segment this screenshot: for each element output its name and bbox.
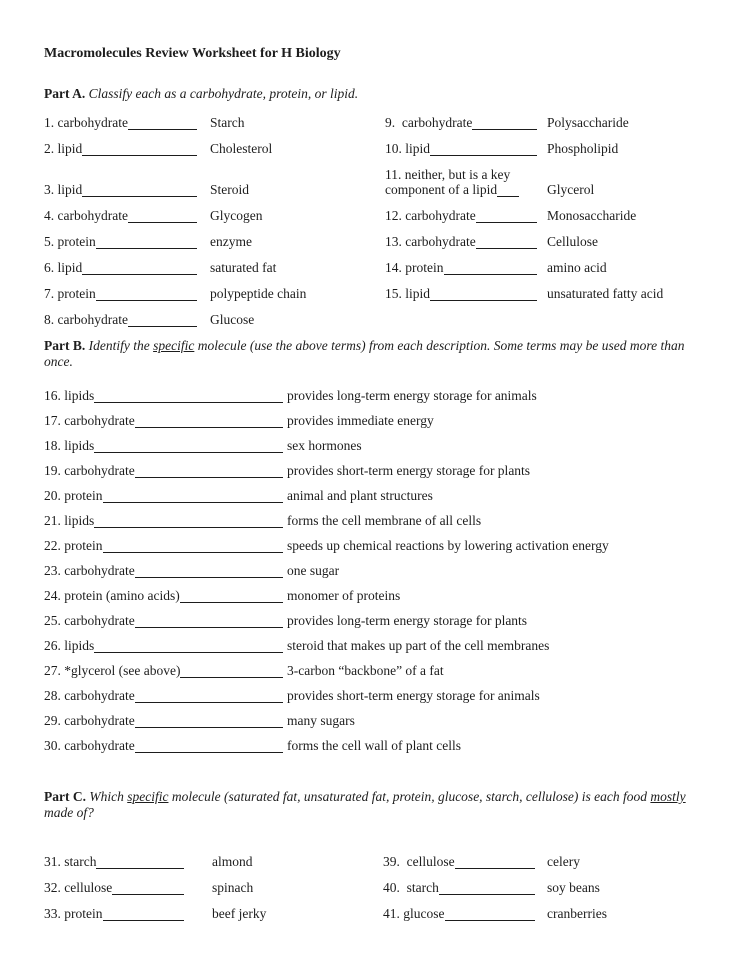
- item-label: 10. lipid: [385, 141, 431, 156]
- item-label: 24. protein (amino acids): [44, 588, 180, 603]
- answer-blank: [476, 209, 537, 223]
- worksheet-row: [44, 488, 709, 503]
- item-label: 6. lipid: [44, 260, 83, 275]
- worksheet-row: [44, 663, 709, 678]
- item-label: 12. carbohydrate: [385, 208, 476, 223]
- item-label: 20. protein: [44, 488, 103, 503]
- item-description: forms the cell membrane of all cells: [287, 513, 482, 528]
- worksheet-row: [44, 588, 709, 603]
- item-label: 22. protein: [44, 538, 103, 553]
- item-label: 17. carbohydrate: [44, 413, 135, 428]
- answer-blank: [135, 564, 283, 578]
- answer-blank: [94, 389, 283, 403]
- worksheet-row: [44, 312, 709, 327]
- item-label: 16. lipids: [44, 388, 95, 403]
- item-label: 30. carbohydrate: [44, 738, 135, 753]
- worksheet-row: [44, 260, 709, 275]
- answer-blank: [472, 116, 537, 130]
- item-label: 7. protein: [44, 286, 96, 301]
- worksheet-row: [44, 906, 709, 921]
- answer-blank: [445, 907, 536, 921]
- item-label: 28. carbohydrate: [44, 688, 135, 703]
- item-label: 40. starch: [383, 880, 439, 895]
- section-part-c: [44, 789, 709, 921]
- item-label: 14. protein: [385, 260, 444, 275]
- item-description: speeds up chemical reactions by lowering activation energy: [287, 538, 609, 553]
- part-c-instructions: Which specific molecule (saturated fat, unsaturated fat, protein, glucose, starch, cellulose) is each food mostly made of?: [44, 789, 686, 820]
- part-a-instructions: Classify each as a carbohydrate, protein, or lipid.: [88, 86, 359, 101]
- item-label: 5. protein: [44, 234, 96, 249]
- worksheet-row: [44, 538, 709, 553]
- answer-blank: [128, 116, 197, 130]
- answer-blank: [103, 539, 284, 553]
- item-description: provides short-term energy storage for plants: [287, 463, 531, 478]
- answer-blank: [444, 261, 538, 275]
- term-label: saturated fat: [210, 260, 277, 275]
- item-label: 32. cellulose: [44, 880, 113, 895]
- item-description: provides long-term energy storage for plants: [287, 613, 528, 628]
- worksheet-row: [44, 613, 709, 628]
- worksheet-row: [44, 463, 709, 478]
- answer-blank: [430, 142, 537, 156]
- term-label: Phospholipid: [547, 141, 619, 156]
- item-label: 3. lipid: [44, 182, 83, 197]
- item-label: 18. lipids: [44, 438, 95, 453]
- part-c-label: Part C.: [44, 789, 86, 804]
- answer-blank: [96, 235, 197, 249]
- item-label: 15. lipid: [385, 286, 431, 301]
- answer-blank: [128, 209, 197, 223]
- section-part-a: [44, 86, 709, 327]
- answer-blank: [135, 464, 283, 478]
- answer-blank: [94, 639, 283, 653]
- term-label: spinach: [212, 880, 254, 895]
- worksheet-row: [44, 513, 709, 528]
- term-label: almond: [212, 854, 253, 869]
- worksheet-row: [44, 208, 709, 223]
- item-description: provides long-term energy storage for animals: [287, 388, 537, 403]
- item-description: 3-carbon “backbone” of a fat: [287, 663, 444, 678]
- item-description: animal and plant structures: [287, 488, 433, 503]
- answer-blank: [135, 714, 283, 728]
- item-description: many sugars: [287, 713, 355, 728]
- item-label: 27. *glycerol (see above): [44, 663, 181, 678]
- item-label: 33. protein: [44, 906, 103, 921]
- answer-blank: [455, 855, 535, 869]
- item-label: 11. neither, but is a key: [385, 167, 511, 182]
- term-label: soy beans: [547, 880, 600, 895]
- term-label: unsaturated fatty acid: [547, 286, 664, 301]
- worksheet-row: [44, 638, 709, 653]
- answer-blank: [96, 855, 184, 869]
- item-label: 1. carbohydrate: [44, 115, 128, 130]
- term-label: celery: [547, 854, 580, 869]
- term-label: amino acid: [547, 260, 607, 275]
- answer-blank: [128, 313, 197, 327]
- item-label: 8. carbohydrate: [44, 312, 128, 327]
- worksheet-row: [44, 738, 709, 753]
- answer-blank: [135, 739, 283, 753]
- worksheet-row: [44, 115, 709, 130]
- term-label: beef jerky: [212, 906, 267, 921]
- answer-blank: [135, 614, 283, 628]
- item-label: 4. carbohydrate: [44, 208, 128, 223]
- item-label: 19. carbohydrate: [44, 463, 135, 478]
- answer-blank: [439, 881, 535, 895]
- answer-blank: [497, 183, 519, 197]
- item-description: provides short-term energy storage for animals: [287, 688, 540, 703]
- item-description: monomer of proteins: [287, 588, 401, 603]
- answer-blank: [180, 589, 283, 603]
- answer-blank: [430, 287, 537, 301]
- worksheet-row: [44, 563, 709, 578]
- item-label: 29. carbohydrate: [44, 713, 135, 728]
- item-label: 13. carbohydrate: [385, 234, 476, 249]
- item-label: 23. carbohydrate: [44, 563, 135, 578]
- item-description: forms the cell wall of plant cells: [287, 738, 461, 753]
- worksheet-row: [44, 688, 709, 703]
- part-b-heading: [44, 338, 709, 370]
- item-description: provides immediate energy: [287, 413, 434, 428]
- worksheet-row: [44, 286, 709, 301]
- item-description: one sugar: [287, 563, 340, 578]
- part-a-heading: [44, 86, 709, 102]
- worksheet-row: [44, 438, 709, 453]
- answer-blank: [94, 439, 283, 453]
- worksheet-row: [44, 413, 709, 428]
- term-label: Glycerol: [547, 182, 595, 197]
- part-b-instructions: Identify the specific molecule (use the above terms) from each description. Some terms may be used more than once.: [44, 338, 685, 369]
- term-label: Polysaccharide: [547, 115, 629, 130]
- item-label: 41. glucose: [383, 906, 445, 921]
- answer-blank: [112, 881, 184, 895]
- term-label: Cholesterol: [210, 141, 273, 156]
- part-b-label: Part B.: [44, 338, 86, 353]
- term-label: cranberries: [547, 906, 607, 921]
- page-title: Macromolecules Review Worksheet for H Biology: [44, 46, 341, 61]
- answer-blank: [96, 287, 197, 301]
- worksheet-row: [44, 854, 709, 869]
- term-label: Glucose: [210, 312, 255, 327]
- answer-blank: [82, 183, 197, 197]
- worksheet-row: [44, 388, 709, 403]
- answer-blank: [103, 907, 185, 921]
- worksheet-row: [44, 234, 709, 249]
- item-description: sex hormones: [287, 438, 362, 453]
- answer-blank: [82, 142, 197, 156]
- item-label: 25. carbohydrate: [44, 613, 135, 628]
- worksheet-row: [44, 167, 709, 197]
- part-a-label: Part A.: [44, 86, 86, 101]
- term-label: Cellulose: [547, 234, 598, 249]
- item-label: 39. cellulose: [383, 854, 455, 869]
- part-c-heading: [44, 789, 709, 821]
- item-label: 31. starch: [44, 854, 97, 869]
- item-label: 26. lipids: [44, 638, 95, 653]
- worksheet-row: [44, 713, 709, 728]
- term-label: Steroid: [210, 182, 249, 197]
- term-label: Glycogen: [210, 208, 263, 223]
- worksheet-row: [44, 141, 709, 156]
- item-label: 21. lipids: [44, 513, 95, 528]
- answer-blank: [180, 664, 283, 678]
- answer-blank: [135, 689, 283, 703]
- worksheet-row: [44, 880, 709, 895]
- answer-blank: [82, 261, 197, 275]
- item-label: 2. lipid: [44, 141, 83, 156]
- section-part-b: [44, 338, 709, 753]
- item-label: 9. carbohydrate: [385, 115, 473, 130]
- item-label: component of a lipid: [385, 182, 498, 197]
- answer-blank: [94, 514, 283, 528]
- answer-blank: [476, 235, 537, 249]
- term-label: Starch: [210, 115, 245, 130]
- answer-blank: [135, 414, 283, 428]
- answer-blank: [103, 489, 284, 503]
- term-label: polypeptide chain: [210, 286, 307, 301]
- term-label: enzyme: [210, 234, 252, 249]
- item-description: steroid that makes up part of the cell membranes: [287, 638, 550, 653]
- term-label: Monosaccharide: [547, 208, 637, 223]
